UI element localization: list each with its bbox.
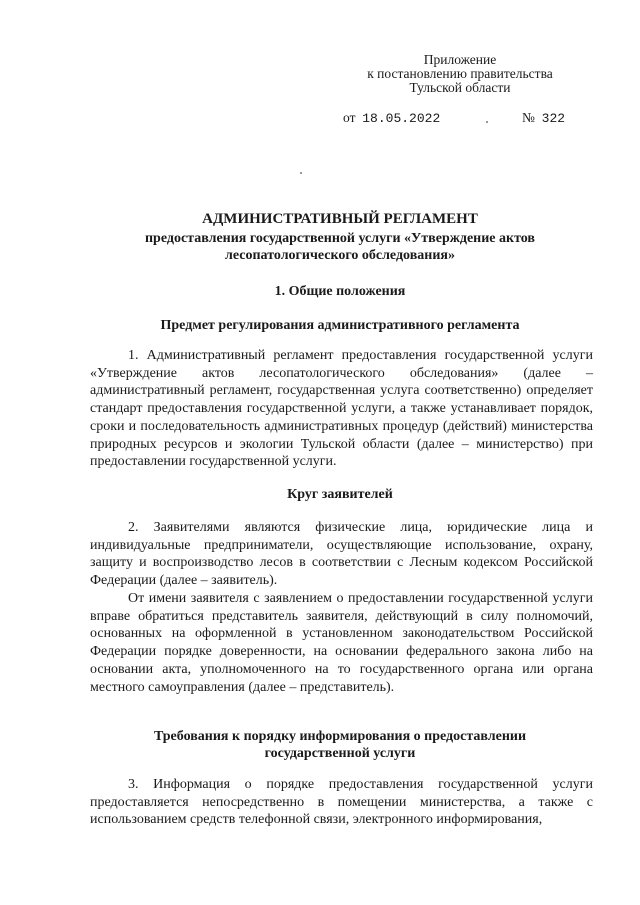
document-title: АДМИНИСТРАТИВНЫЙ РЕГЛАМЕНТ [202, 211, 478, 227]
applicants-heading: Круг заявителей [287, 487, 393, 502]
appendix-line-2: к постановлению правительства [367, 66, 553, 81]
document-subtitle [100, 230, 580, 264]
order-date [343, 110, 440, 126]
appendix-line-1: Приложение [423, 52, 497, 67]
subtitle-line-1: предоставления государственной услуги «Утверждение актов [144, 231, 535, 246]
informing-heading-line-1: Требования к порядку информирования о предоставлении [153, 729, 527, 744]
subsection-heading: Предмет регулирования административного регламента [160, 318, 520, 333]
order-number-value: 322 [541, 111, 566, 126]
scan-speck [300, 172, 302, 174]
paragraph-4: 3. Информация о порядке предоставления государственной услуги предоставляется непосредственно в помещении министерства, а также с использованием средств телефонной связи, электронного информирования, [90, 777, 593, 828]
order-number-prefix: № [522, 110, 535, 125]
subtitle-line-2: лесопатологического обследования» [225, 248, 455, 263]
paragraph-2: 2. Заявителями являются физические лица, юридические лица и индивидуальные предприниматели, осуществляющие использование, охрану, защиту и воспроизводство лесов в соответствии с Лесным кодексом Российской Федерации (далее – заявитель). [90, 520, 593, 589]
informing-heading-line-2: государственной услуги [264, 746, 416, 761]
scan-speck [486, 121, 488, 123]
paragraph-1: 1. Административный регламент предоставления государственной услуги «Утверждение актов лесопатологического обследования» (далее – административный регламент, государственная услуга соответственно) определяет стандарт предоставления государственной услуги, а также устанавливает порядок, сроки и последовательность административных процедур (действий) министерства природных ресурсов и экологии Тульской области (далее – министерство) при предоставлении государственной услуги. [90, 348, 593, 470]
paragraph-3: От имени заявителя с заявлением о предоставлении государственной услуги вправе обратиться представитель заявителя, действующий в силу полномочий, основанных на оформленной в установленном законодательством Российской Федерации порядке доверенности, на основании федерального закона либо на основании акта, уполномоченного на то государственного органа или органа местного самоуправления (далее – представитель). [90, 591, 593, 695]
appendix-line-3: Тульской области [409, 80, 511, 95]
section-heading: 1. Общие положения [274, 284, 406, 299]
informing-heading [90, 728, 590, 762]
order-date-prefix: от [343, 110, 356, 125]
appendix-block [330, 53, 590, 95]
order-number [522, 110, 565, 126]
order-date-value: 18.05.2022 [362, 111, 441, 126]
